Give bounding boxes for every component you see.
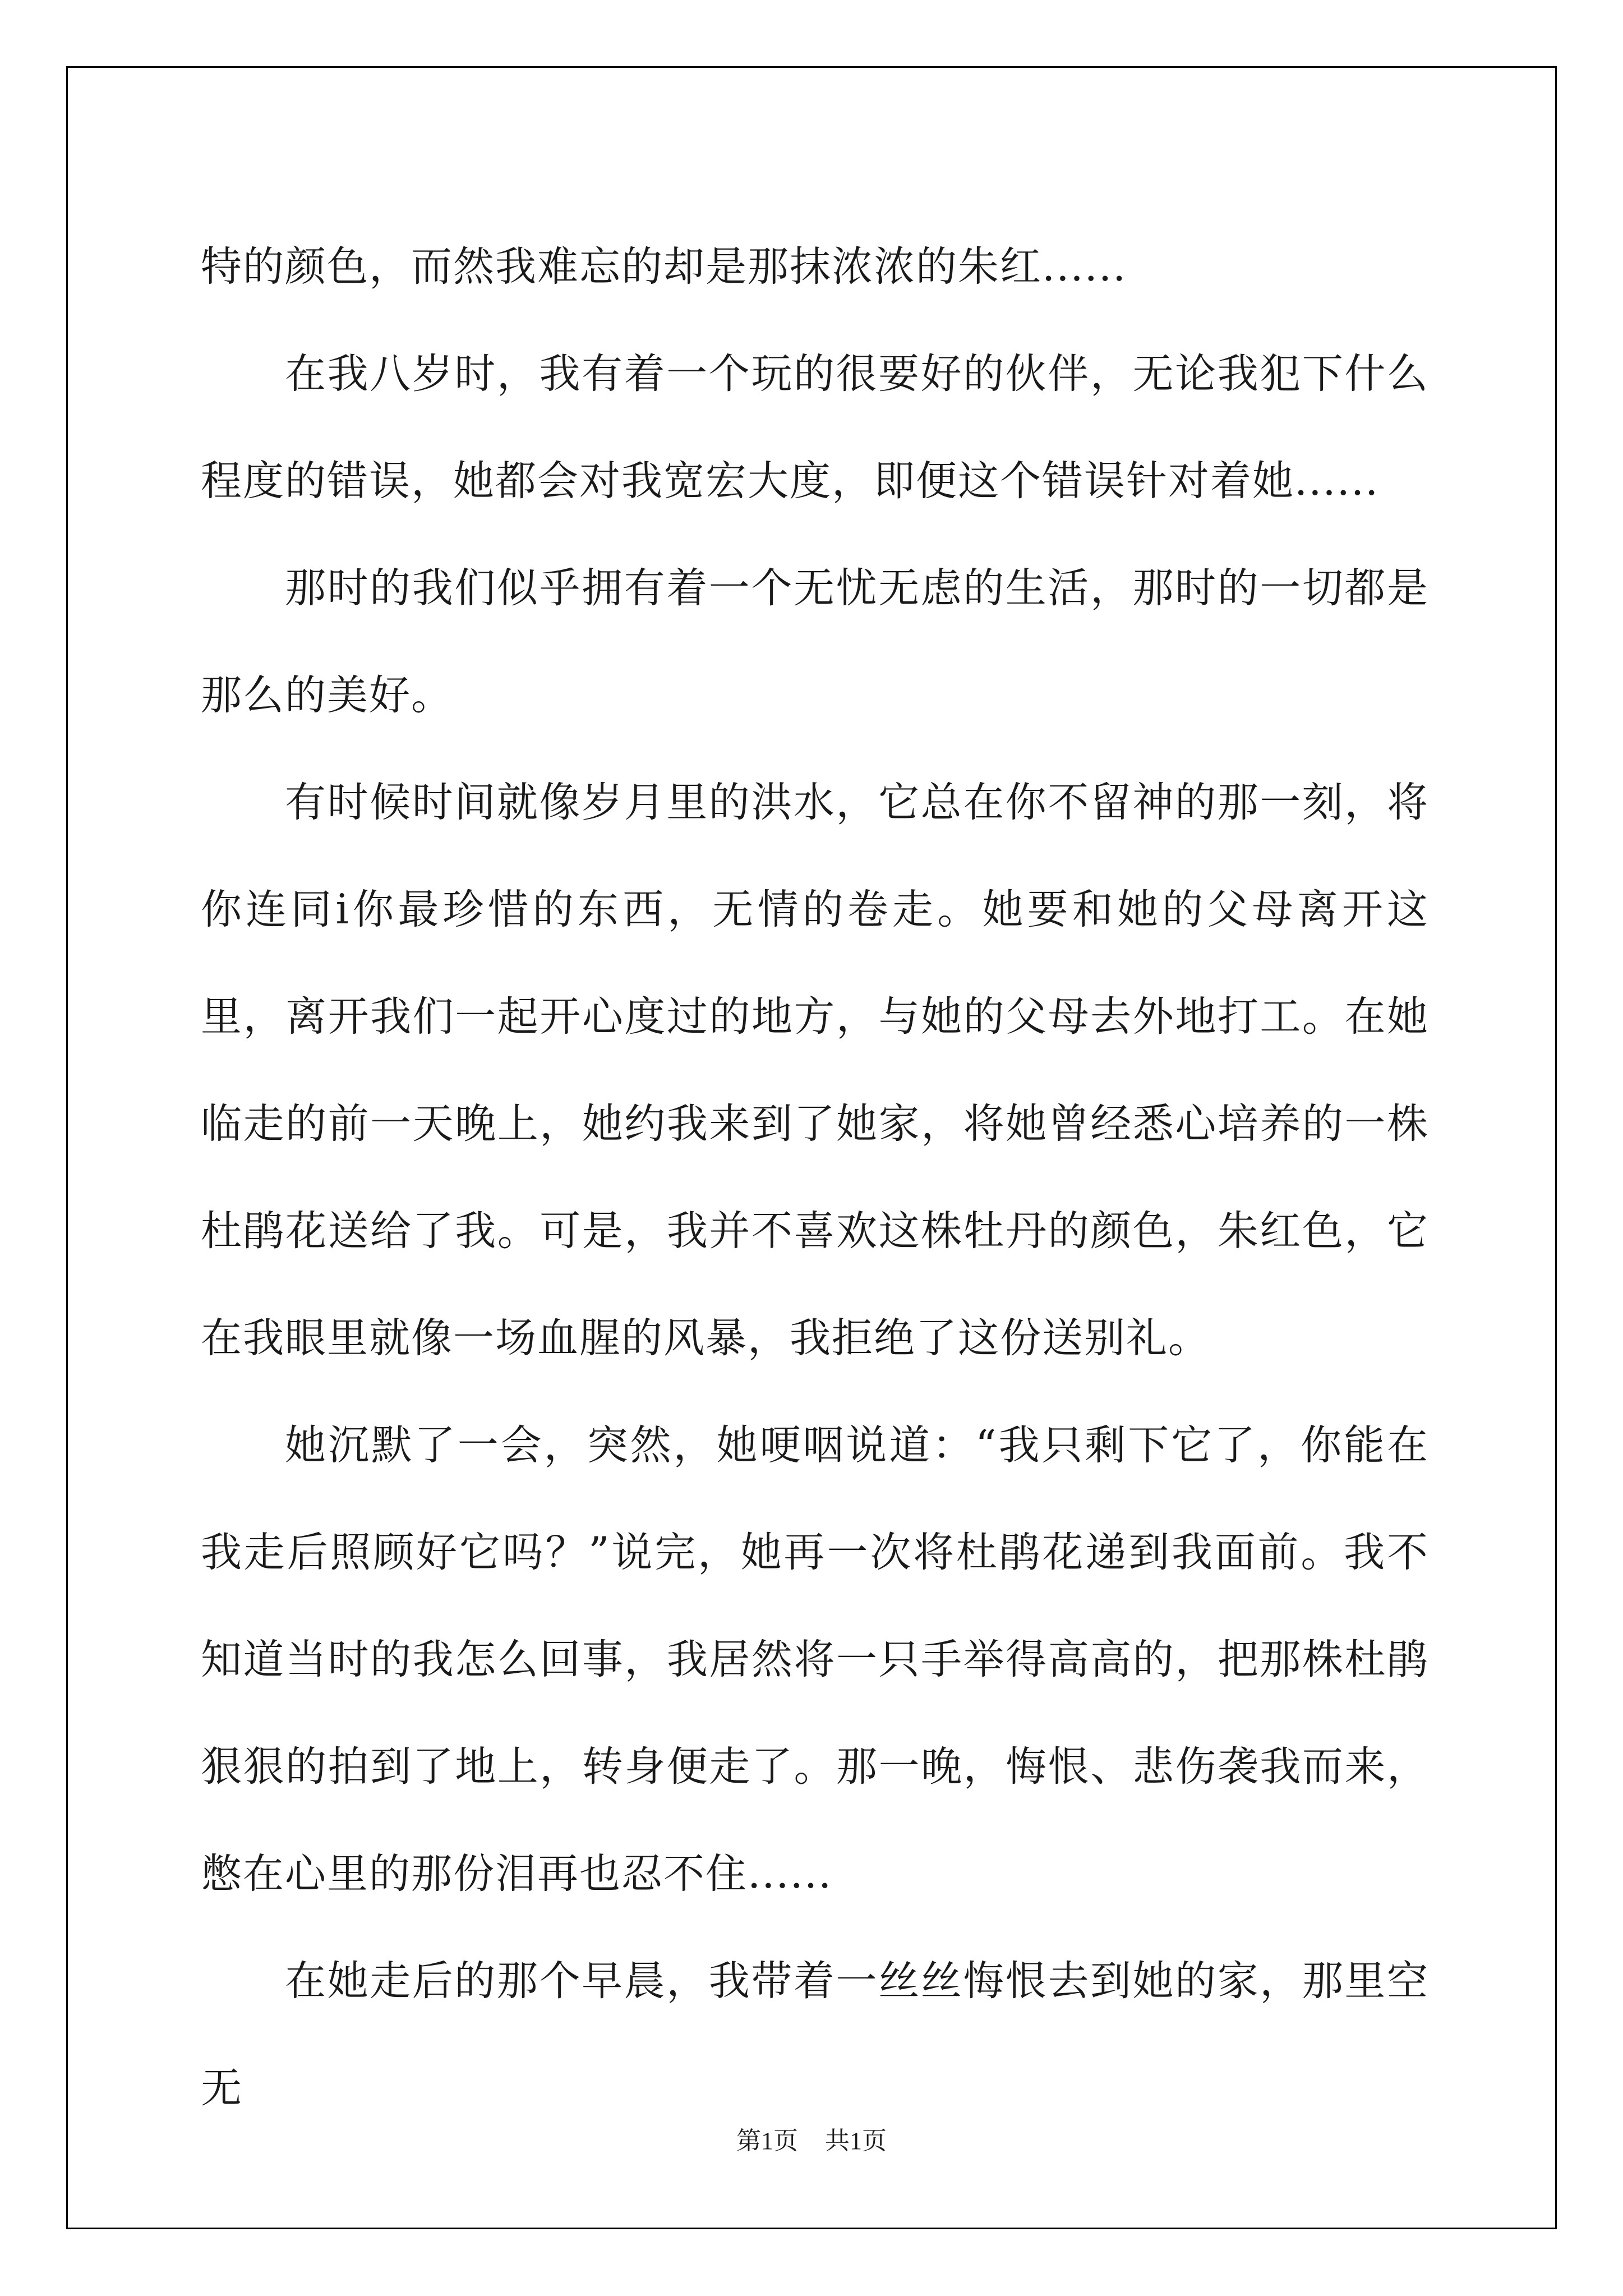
page-number: 第1页	[736, 2127, 798, 2155]
paragraph-4: 有时候时间就像岁月里的洪水，它总在你不留神的那一刻，将你连同i你最珍惜的东西，无情的卷走。她要和她的父母离开这里，离开我们一起开心度过的地方，与她的父母去外地打工。在她临走的前一天晚上，她约我来到了她家，将她曾经悉心培养的一株杜鹃花送给了我。可是，我并不喜欢这株牡丹的颜色，朱红色，它在我眼里就像一场血腥的风暴，我拒绝了这份送别礼。	[201, 779, 1429, 1362]
paragraph-6: 在她走后的那个早晨，我带着一丝丝悔恨去到她的家，那里空无	[201, 1957, 1429, 2112]
paragraph-3: 那时的我们似乎拥有着一个无忧无虑的生活，那时的一切都是那么的美好。	[201, 564, 1429, 719]
page-total: 共1页	[825, 2127, 887, 2155]
paragraph-5: 她沉默了一会，突然，她哽咽说道：“我只剩下它了，你能在我走后照顾好它吗？”说完，她再一次将杜鹃花递到我面前。我不知道当时的我怎么回事，我居然将一只手举得高高的，把那株杜鹃狠狠的拍到了地上，转身便走了。那一晚，悔恨、悲伤袭我而来，憋在心里的那份泪再也忍不住......	[201, 1421, 1429, 1898]
paragraph-2: 在我八岁时，我有着一个玩的很要好的伙伴，无论我犯下什么程度的错误，她都会对我宽宏大度，即便这个错误针对着她......	[201, 350, 1429, 505]
document-body	[201, 213, 1429, 2142]
paragraph-1: 特的颜色，而然我难忘的却是那抹浓浓的朱红......	[201, 243, 1127, 291]
page-footer	[0, 2120, 1623, 2156]
